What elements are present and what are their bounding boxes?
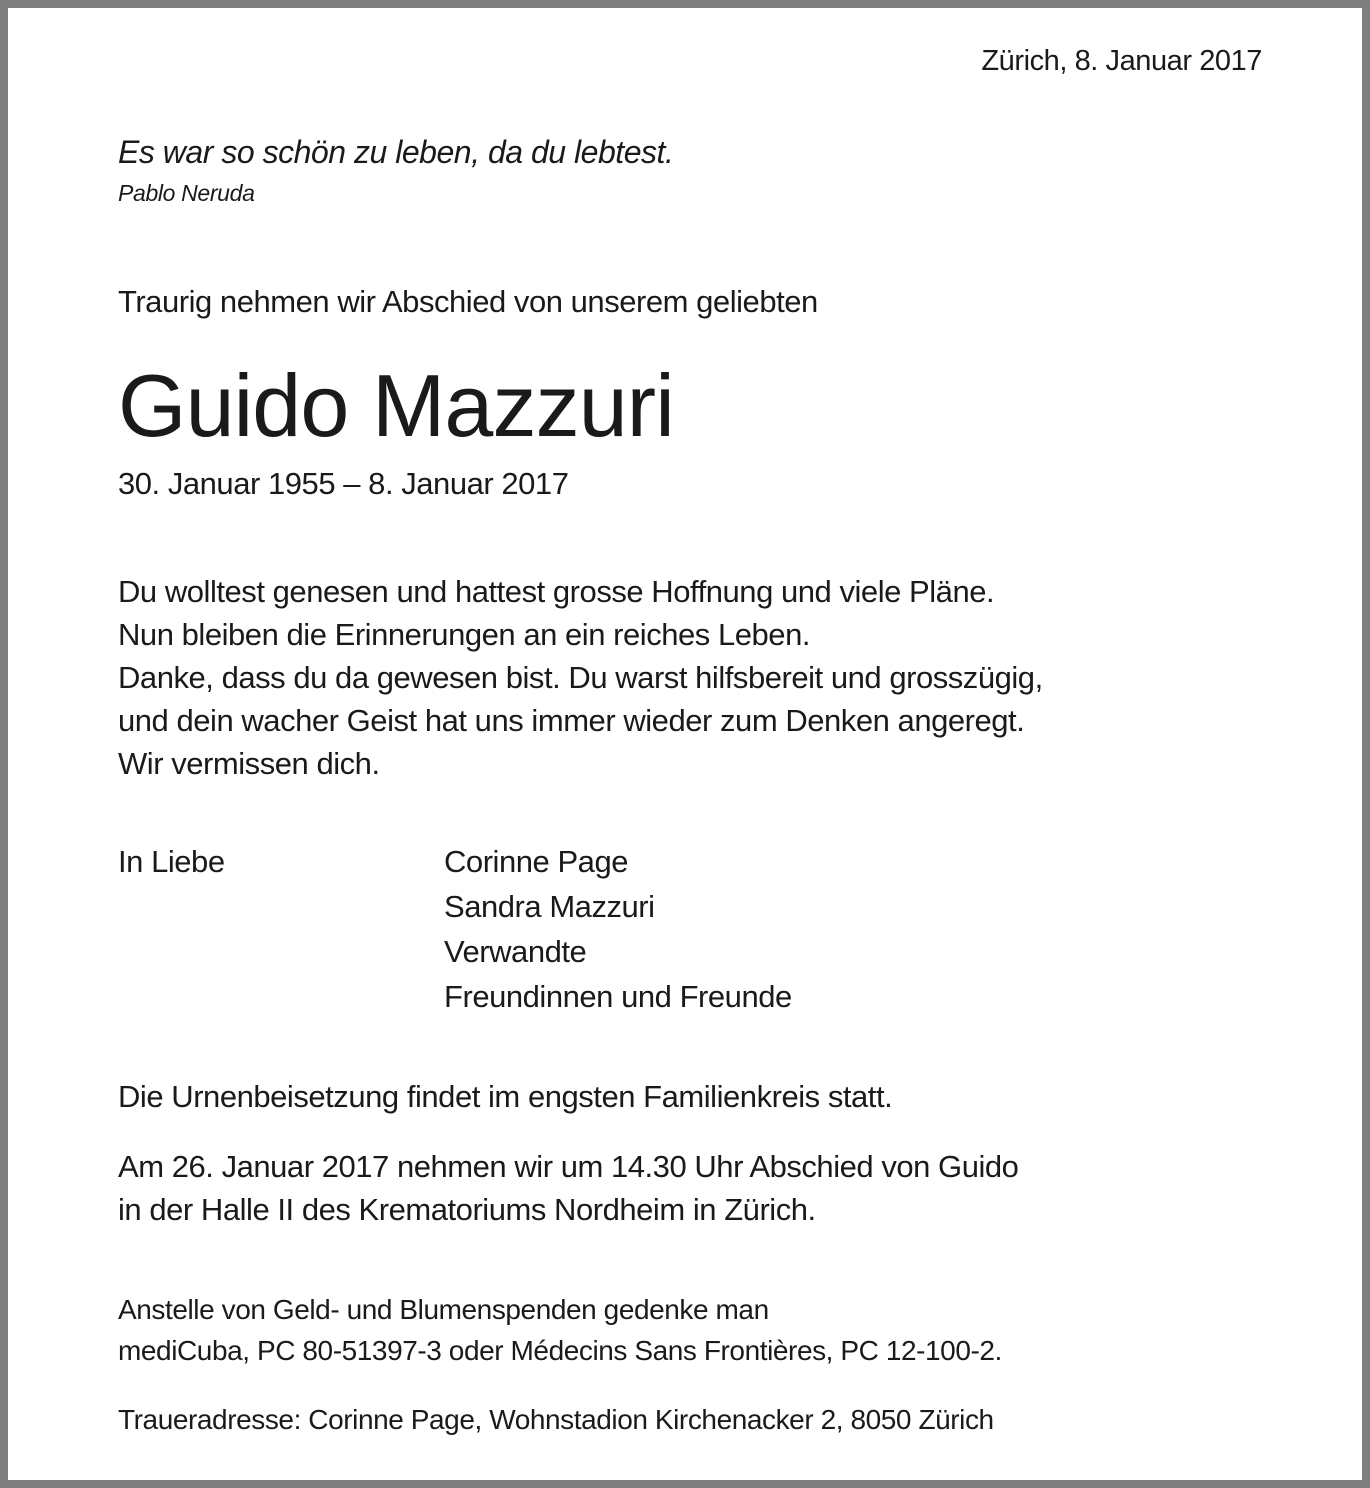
farewell-label: In Liebe xyxy=(118,844,225,879)
quote-text: Es war so schön zu leben, da du lebtest. xyxy=(118,134,674,170)
intro-line: Traurig nehmen wir Abschied von unserem geliebten xyxy=(118,284,818,319)
donation-notice xyxy=(118,1289,1262,1371)
tribute-line-2: Nun bleiben die Erinnerungen an ein reiches Leben. xyxy=(118,617,810,652)
mourner-name-3: Verwandte xyxy=(444,934,587,969)
mourner-list xyxy=(444,839,792,1019)
quote-attribution: Pablo Neruda xyxy=(118,180,255,206)
farewell-section xyxy=(118,839,1262,1019)
ceremony-notice xyxy=(118,1145,1262,1231)
tribute-line-1: Du wolltest genesen und hattest grosse Hoffnung und viele Pläne. xyxy=(118,574,995,609)
deceased-name: Guido Mazzuri xyxy=(118,356,674,455)
mourner-name-2: Sandra Mazzuri xyxy=(444,889,655,924)
life-dates: 30. Januar 1955 – 8. Januar 2017 xyxy=(118,466,569,501)
dateline: Zürich, 8. Januar 2017 xyxy=(981,45,1262,77)
donation-line-2: mediCuba, PC 80-51397-3 oder Médecins Sans Frontières, PC 12-100-2. xyxy=(118,1335,1002,1366)
mourner-name-4: Freundinnen und Freunde xyxy=(444,979,792,1014)
burial-notice: Die Urnenbeisetzung findet im engsten Familienkreis statt. xyxy=(118,1079,893,1114)
ceremony-line-2: in der Halle II des Krematoriums Nordheim in Zürich. xyxy=(118,1192,816,1227)
tribute-line-3: Danke, dass du da gewesen bist. Du warst hilfsbereit und grosszügig, xyxy=(118,660,1043,695)
tribute-line-4: und dein wacher Geist hat uns immer wieder zum Denken angeregt. xyxy=(118,703,1025,738)
tribute-paragraph xyxy=(118,570,1262,785)
donation-line-1: Anstelle von Geld- und Blumenspenden gedenke man xyxy=(118,1294,769,1325)
tribute-line-5: Wir vermissen dich. xyxy=(118,746,380,781)
mourning-address: Traueradresse: Corinne Page, Wohnstadion Kirchenacker 2, 8050 Zürich xyxy=(118,1404,994,1435)
ceremony-line-1: Am 26. Januar 2017 nehmen wir um 14.30 Uhr Abschied von Guido xyxy=(118,1149,1019,1184)
mourner-name-1: Corinne Page xyxy=(444,844,628,879)
